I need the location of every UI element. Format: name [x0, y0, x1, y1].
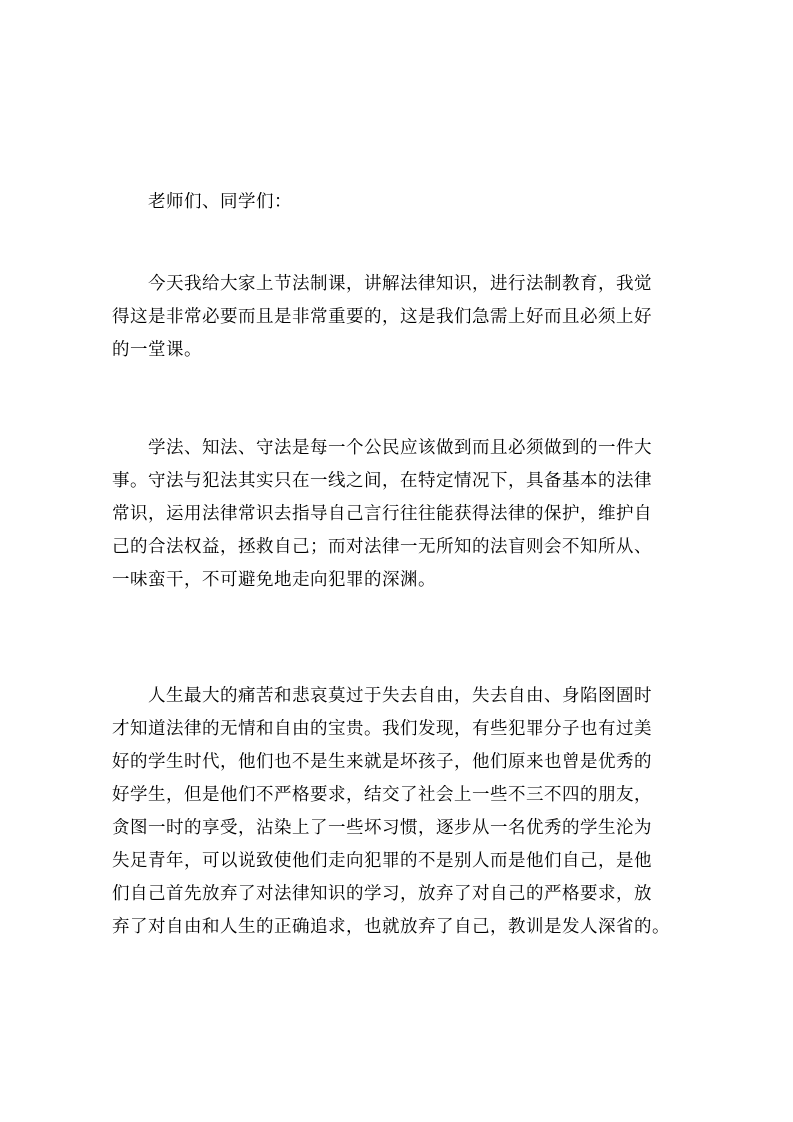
paragraph-3-line-6: 失足青年，可以说致使他们走向犯罪的不是别人而是他们自己，是他 [112, 851, 652, 871]
paragraph-2-line-3: 常识，运用法律常识去指导自己言行往往能获得法律的保护，维护自 [112, 504, 652, 524]
paragraph-3-line-4: 好学生，但是他们不严格要求，结交了社会上一些不三不四的朋友， [112, 785, 652, 805]
salutation-line: 老师们、同学们： [148, 192, 292, 212]
paragraph-3-line-5: 贪图一时的享受，沾染上了一些坏习惯，逐步从一名优秀的学生沦为 [112, 818, 652, 838]
salutation [112, 186, 678, 219]
paragraph-3-line-2: 才知道法律的无情和自由的宝贵。我们发现，有些犯罪分子也有过美 [112, 719, 652, 739]
paragraph-3-line-3: 好的学生时代，他们也不是生来就是坏孩子，他们原来也曾是优秀的 [112, 752, 652, 772]
paragraph-2-line-1: 学法、知法、守法是每一个公民应该做到而且必须做到的一件大 [148, 438, 652, 458]
paragraph-3-line-8: 弃了对自由和人生的正确追求，也就放弃了自己，教训是发人深省的。 [112, 917, 670, 937]
paragraph-2-line-4: 己的合法权益，拯救自己；而对法律一无所知的法盲则会不知所从、 [112, 537, 652, 557]
paragraph-3-line-1: 人生最大的痛苦和悲哀莫过于失去自由，失去自由、身陷囹圄时 [148, 686, 652, 706]
paragraph-2-line-5: 一味蛮干，不可避免地走向犯罪的深渊。 [112, 570, 436, 590]
paragraph-1-line-3: 的一堂课。 [112, 340, 202, 360]
paragraph-1-line-1: 今天我给大家上节法制课，讲解法律知识，进行法制教育，我觉 [148, 274, 652, 294]
paragraph-2 [112, 432, 678, 597]
paragraph-1 [112, 268, 678, 367]
paragraph-3-line-7: 们自己首先放弃了对法律知识的学习，放弃了对自己的严格要求，放 [112, 884, 652, 904]
paragraph-2-line-2: 事。守法与犯法其实只在一线之间，在特定情况下，具备基本的法律 [112, 471, 652, 491]
paragraph-3 [112, 680, 678, 944]
paragraph-1-line-2: 得这是非常必要而且是非常重要的，这是我们急需上好而且必须上好 [112, 307, 652, 327]
